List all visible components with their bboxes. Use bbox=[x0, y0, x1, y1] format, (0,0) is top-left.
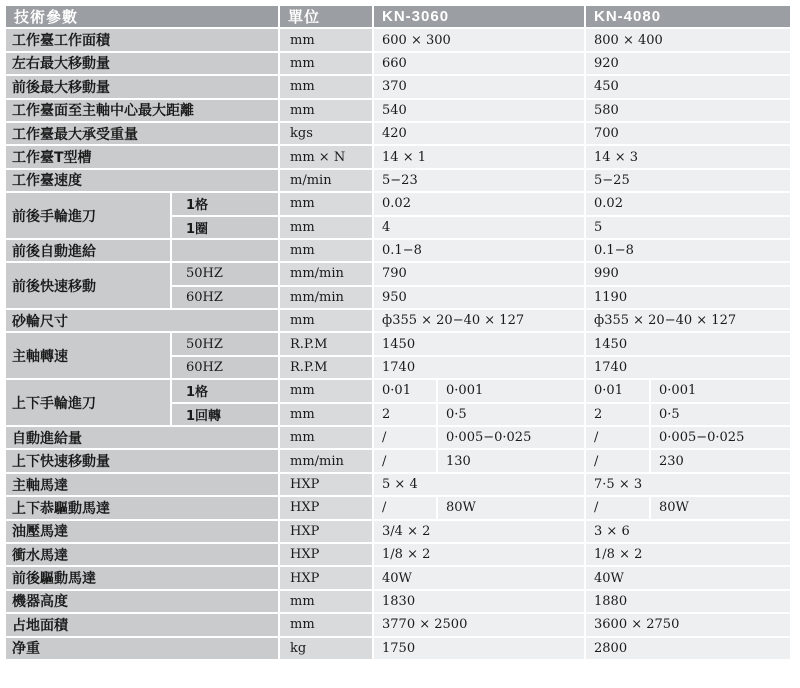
value-model-a: 0.1−8 bbox=[374, 240, 586, 263]
value-model-b: 800 × 400 bbox=[586, 29, 792, 52]
param-name: 砂輪尺寸 bbox=[6, 310, 280, 333]
value-model-b: 920 bbox=[586, 53, 792, 76]
value-model-a-right: 0·001 bbox=[438, 380, 586, 403]
param-sub: 1圈 bbox=[172, 217, 280, 240]
param-unit: mm bbox=[280, 380, 374, 403]
table-row bbox=[6, 240, 792, 263]
param-name: 上下恭驅動馬達 bbox=[6, 497, 280, 520]
param-sub: 1格 bbox=[172, 193, 280, 216]
value-model-b: 5 bbox=[586, 217, 792, 240]
value-model-a-right: 130 bbox=[438, 450, 586, 473]
param-name: 工作臺速度 bbox=[6, 170, 280, 193]
param-name: 左右最大移動量 bbox=[6, 53, 280, 76]
table-row bbox=[6, 263, 792, 286]
param-name: 上下手輪進刀 bbox=[6, 380, 172, 427]
value-model-b: 1190 bbox=[586, 287, 792, 310]
table-row bbox=[6, 53, 792, 76]
value-model-a: 1450 bbox=[374, 333, 586, 356]
value-model-a: 660 bbox=[374, 53, 586, 76]
value-model-b: 1880 bbox=[586, 591, 792, 614]
table-row bbox=[6, 497, 792, 520]
param-name: 機器高度 bbox=[6, 591, 280, 614]
value-model-b: 450 bbox=[586, 76, 792, 99]
param-name: 工作臺T型槽 bbox=[6, 146, 280, 169]
param-unit: mm bbox=[280, 217, 374, 240]
value-model-b-right: 80W bbox=[651, 497, 792, 520]
value-model-a: 4 bbox=[374, 217, 586, 240]
table-row bbox=[6, 76, 792, 99]
param-sub: 1格 bbox=[172, 380, 280, 403]
param-sub: 50HZ bbox=[172, 333, 280, 356]
table-row bbox=[6, 474, 792, 497]
value-model-a-left: 0·01 bbox=[374, 380, 438, 403]
value-model-b: 5−25 bbox=[586, 170, 792, 193]
param-name: 主軸馬達 bbox=[6, 474, 280, 497]
param-name: 前後自動進給 bbox=[6, 240, 172, 263]
value-model-a-right: 0·005−0·025 bbox=[438, 427, 586, 450]
value-model-a: 3770 × 2500 bbox=[374, 614, 586, 637]
param-unit: mm bbox=[280, 591, 374, 614]
value-model-b: 0.1−8 bbox=[586, 240, 792, 263]
table-row bbox=[6, 100, 792, 123]
value-model-b: 0.02 bbox=[586, 193, 792, 216]
value-model-b-right: 0·005−0·025 bbox=[651, 427, 792, 450]
value-model-b-left: / bbox=[586, 497, 651, 520]
value-model-a-right: 80W bbox=[438, 497, 586, 520]
value-model-a-left: / bbox=[374, 497, 438, 520]
param-unit: mm/min bbox=[280, 287, 374, 310]
param-sub: 60HZ bbox=[172, 357, 280, 380]
value-model-a: 600 × 300 bbox=[374, 29, 586, 52]
table-row bbox=[6, 614, 792, 637]
value-model-b: 990 bbox=[586, 263, 792, 286]
param-unit: mm bbox=[280, 404, 374, 427]
value-model-b-right: 0·001 bbox=[651, 380, 792, 403]
param-name: 自動進給量 bbox=[6, 427, 280, 450]
param-unit: R.P.M bbox=[280, 333, 374, 356]
param-unit: mm/min bbox=[280, 263, 374, 286]
table-row bbox=[6, 427, 792, 450]
value-model-a-left: / bbox=[374, 427, 438, 450]
value-model-b-left: / bbox=[586, 427, 651, 450]
value-model-a: 1830 bbox=[374, 591, 586, 614]
value-model-a: 40W bbox=[374, 567, 586, 590]
table-row bbox=[6, 521, 792, 544]
param-unit: HXP bbox=[280, 567, 374, 590]
value-model-a: 1740 bbox=[374, 357, 586, 380]
value-model-b: 2800 bbox=[586, 638, 792, 661]
header-model-b: KN-4080 bbox=[586, 6, 792, 29]
param-unit: mm bbox=[280, 76, 374, 99]
param-name: 前後快速移動 bbox=[6, 263, 172, 310]
value-model-a: 1750 bbox=[374, 638, 586, 661]
value-model-b: 1740 bbox=[586, 357, 792, 380]
table-row bbox=[6, 29, 792, 52]
param-name: 占地面積 bbox=[6, 614, 280, 637]
value-model-a-left: 2 bbox=[374, 404, 438, 427]
value-model-b: 1450 bbox=[586, 333, 792, 356]
param-name: 衝水馬達 bbox=[6, 544, 280, 567]
param-unit: mm × N bbox=[280, 146, 374, 169]
param-unit: R.P.M bbox=[280, 357, 374, 380]
param-name: 主軸轉速 bbox=[6, 333, 172, 380]
value-model-b: 1/8 × 2 bbox=[586, 544, 792, 567]
param-name: 前後最大移動量 bbox=[6, 76, 280, 99]
param-sub: 60HZ bbox=[172, 287, 280, 310]
param-unit: mm bbox=[280, 193, 374, 216]
param-unit: mm/min bbox=[280, 450, 374, 473]
value-model-b-right: 0·5 bbox=[651, 404, 792, 427]
param-name: 净重 bbox=[6, 638, 280, 661]
value-model-a: 420 bbox=[374, 123, 586, 146]
param-name: 油壓馬達 bbox=[6, 521, 280, 544]
value-model-a: 5 × 4 bbox=[374, 474, 586, 497]
param-unit: mm bbox=[280, 100, 374, 123]
value-model-a: 370 bbox=[374, 76, 586, 99]
spec-table-container bbox=[6, 6, 792, 661]
value-model-a: 14 × 1 bbox=[374, 146, 586, 169]
table-row bbox=[6, 380, 792, 403]
value-model-b: 580 bbox=[586, 100, 792, 123]
table-row bbox=[6, 193, 792, 216]
param-sub: 50HZ bbox=[172, 263, 280, 286]
spec-table bbox=[6, 6, 792, 661]
value-model-a: 950 bbox=[374, 287, 586, 310]
param-unit: HXP bbox=[280, 497, 374, 520]
table-row bbox=[6, 333, 792, 356]
param-unit: mm bbox=[280, 53, 374, 76]
param-unit: mm bbox=[280, 427, 374, 450]
param-unit: mm bbox=[280, 29, 374, 52]
param-name: 工作臺最大承受重量 bbox=[6, 123, 280, 146]
header-param: 技術參數 bbox=[6, 6, 280, 29]
value-model-b: 40W bbox=[586, 567, 792, 590]
table-row bbox=[6, 544, 792, 567]
param-unit: kg bbox=[280, 638, 374, 661]
value-model-a: 3/4 × 2 bbox=[374, 521, 586, 544]
param-name: 前後手輪進刀 bbox=[6, 193, 172, 240]
param-sub: 1回轉 bbox=[172, 404, 280, 427]
param-name: 上下快速移動量 bbox=[6, 450, 280, 473]
table-row bbox=[6, 146, 792, 169]
value-model-a: 790 bbox=[374, 263, 586, 286]
table-row bbox=[6, 638, 792, 661]
value-model-a-right: 0·5 bbox=[438, 404, 586, 427]
param-unit: HXP bbox=[280, 521, 374, 544]
value-model-b: 3600 × 2750 bbox=[586, 614, 792, 637]
value-model-b-right: 230 bbox=[651, 450, 792, 473]
value-model-a: 5−23 bbox=[374, 170, 586, 193]
value-model-b: 14 × 3 bbox=[586, 146, 792, 169]
value-model-b: 7·5 × 3 bbox=[586, 474, 792, 497]
table-row bbox=[6, 450, 792, 473]
header-model-a: KN-3060 bbox=[374, 6, 586, 29]
param-name: 工作臺工作面積 bbox=[6, 29, 280, 52]
value-model-b-left: / bbox=[586, 450, 651, 473]
value-model-b: 700 bbox=[586, 123, 792, 146]
param-unit: mm bbox=[280, 310, 374, 333]
value-model-a: 0.02 bbox=[374, 193, 586, 216]
param-unit: mm bbox=[280, 614, 374, 637]
header-unit: 單位 bbox=[280, 6, 374, 29]
value-model-b: ф355 × 20−40 × 127 bbox=[586, 310, 792, 333]
table-row bbox=[6, 310, 792, 333]
param-unit: HXP bbox=[280, 544, 374, 567]
param-name: 前後驅動馬達 bbox=[6, 567, 280, 590]
table-row bbox=[6, 567, 792, 590]
table-row bbox=[6, 170, 792, 193]
value-model-a: 1/8 × 2 bbox=[374, 544, 586, 567]
param-unit: m/min bbox=[280, 170, 374, 193]
value-model-a: ф355 × 20−40 × 127 bbox=[374, 310, 586, 333]
param-unit: mm bbox=[280, 240, 374, 263]
table-row bbox=[6, 591, 792, 614]
value-model-b-left: 2 bbox=[586, 404, 651, 427]
value-model-b: 3 × 6 bbox=[586, 521, 792, 544]
param-unit: HXP bbox=[280, 474, 374, 497]
value-model-b-left: 0·01 bbox=[586, 380, 651, 403]
value-model-a-left: / bbox=[374, 450, 438, 473]
value-model-a: 540 bbox=[374, 100, 586, 123]
table-row bbox=[6, 123, 792, 146]
param-sub-empty bbox=[172, 240, 280, 263]
param-unit: kgs bbox=[280, 123, 374, 146]
table-header-row bbox=[6, 6, 792, 29]
param-name: 工作臺面至主軸中心最大距離 bbox=[6, 100, 280, 123]
